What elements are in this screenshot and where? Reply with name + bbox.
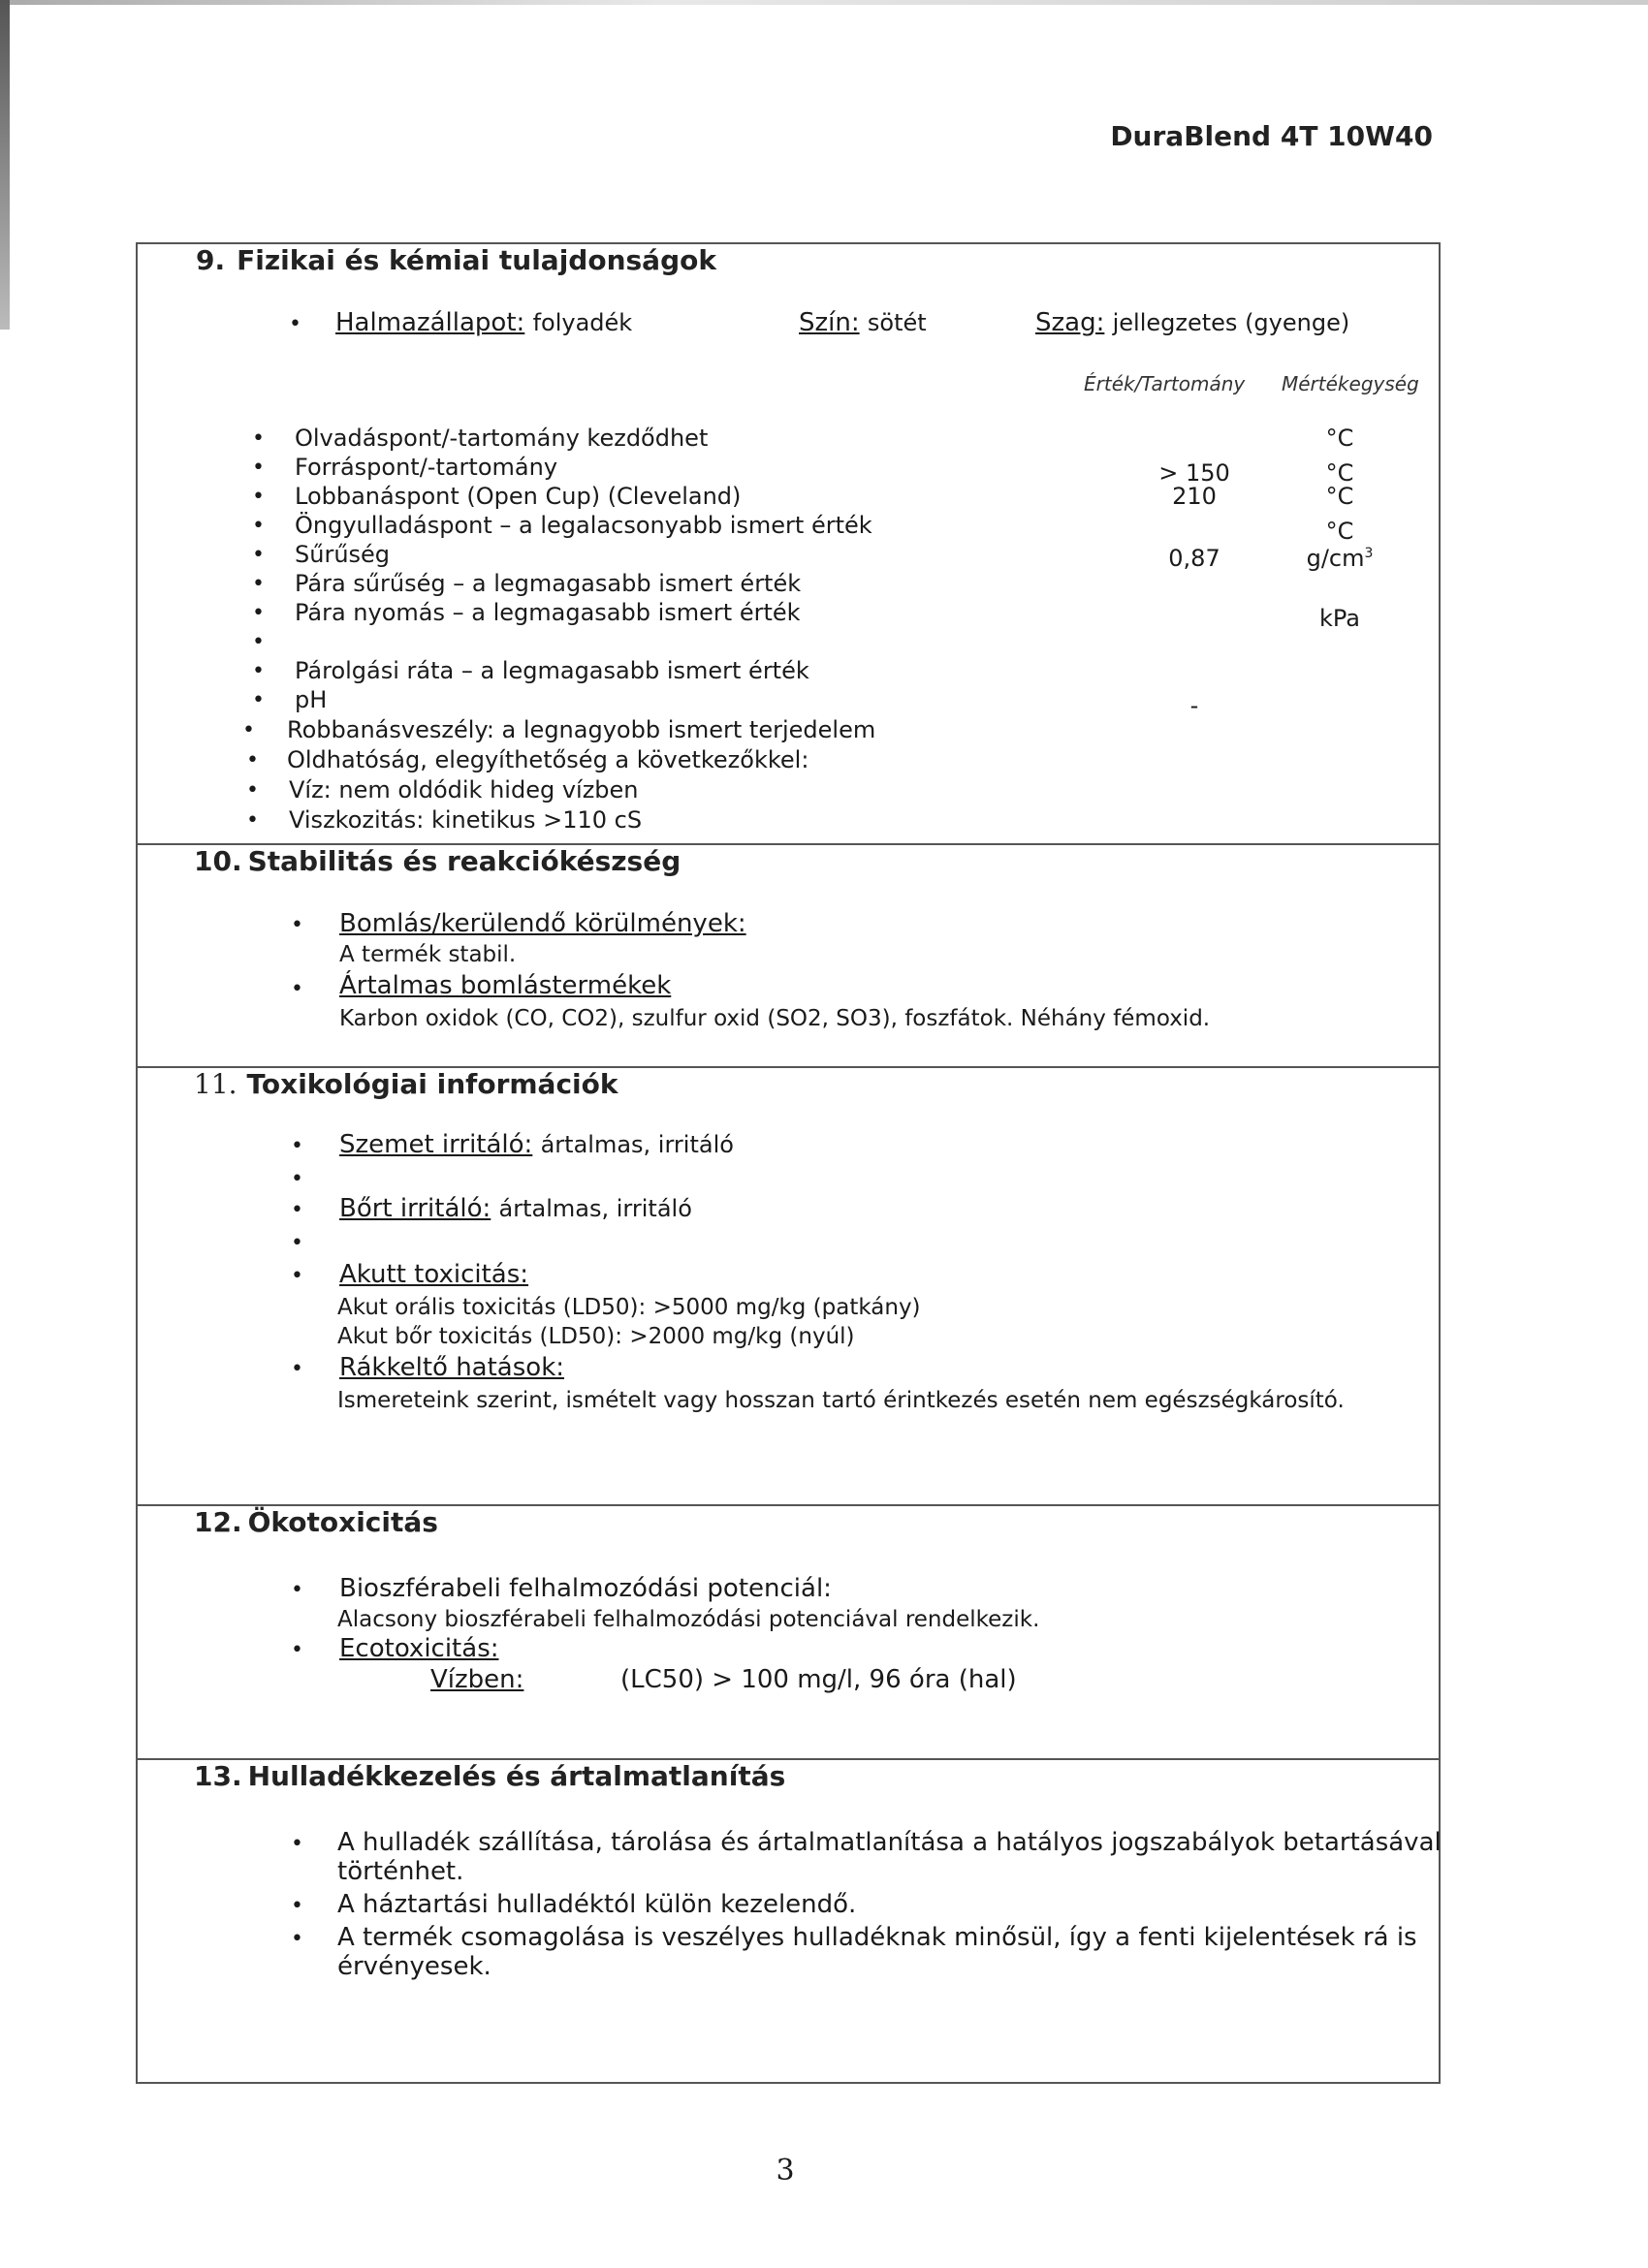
bullet-icon: • (291, 1638, 303, 1662)
section-13-title (194, 1760, 785, 1792)
property-value: - (1189, 692, 1199, 719)
property-row (138, 512, 1439, 545)
property-label: Pára nyomás – a legmagasabb ismert érték (295, 599, 801, 626)
property-row (138, 628, 1439, 657)
section-13-number: 13. (194, 1760, 242, 1792)
section-11-toxicology (136, 1066, 1441, 1506)
odor-line (1035, 308, 1349, 337)
disposal-item-3-line-2: érvényesek. (337, 1952, 491, 1981)
skin-irritation-label: Bőrt irritáló: (339, 1194, 491, 1223)
property-label: Viszkozitás: kinetikus >110 cS (289, 806, 643, 834)
property-value: 210 (1172, 483, 1217, 510)
color-value: sötét (867, 309, 927, 336)
bullet-icon: • (291, 977, 303, 1001)
column-header-value: Érték/Tartomány (1084, 372, 1246, 395)
section-12-title (194, 1506, 438, 1538)
bullet-icon: • (291, 1927, 303, 1951)
property-value: > 150 (1158, 459, 1230, 487)
disposal-item-2: A háztartási hulladéktól külön kezelendő. (337, 1890, 857, 1919)
property-label: Lobbanáspont (Open Cup) (Cleveland) (295, 483, 742, 510)
section-11-number: 11. (194, 1068, 238, 1100)
bullet-icon: • (252, 426, 265, 451)
property-label: Pára sűrűség – a legmagasabb ismert érték (295, 570, 802, 597)
hazardous-decomposition-text: Karbon oxidok (CO, CO2), szulfur oxid (SO2, SO3), foszfátok. Néhány fémoxid. (339, 1006, 1211, 1031)
bullet-icon: • (291, 1264, 303, 1288)
state-line (335, 308, 632, 337)
acute-skin-toxicity: Akut bőr toxicitás (LD50): >2000 mg/kg (nyúl) (337, 1324, 855, 1349)
section-9-title (196, 244, 716, 276)
disposal-item-1-line-2: történhet. (337, 1857, 464, 1886)
property-unit: °C (1325, 459, 1354, 487)
property-label: Olvadáspont/-tartomány kezdődhet (295, 425, 709, 452)
bullet-icon: • (246, 808, 259, 833)
bullet-icon: • (252, 601, 265, 625)
bullet-icon: • (291, 1894, 303, 1918)
section-12-title-text: Ökotoxicitás (247, 1506, 438, 1538)
section-12-ecotoxicity (136, 1504, 1441, 1760)
color-line (799, 308, 927, 337)
section-10-number: 10. (194, 845, 242, 877)
property-unit: °C (1325, 425, 1354, 452)
bullet-icon: • (291, 1134, 303, 1158)
section-10-stability (136, 843, 1441, 1068)
disposal-item-1-line-1: A hulladék szállítása, tárolása és ártalmatlanítása a hatályos jogszabályok betartásával (337, 1828, 1442, 1857)
bullet-icon: • (289, 312, 301, 336)
column-header-unit: Mértékegység (1282, 372, 1419, 395)
bioaccumulation-text: Alacsony bioszférabeli felhalmozódási potenciával rendelkezik. (337, 1607, 1040, 1632)
skin-irritation-line (339, 1194, 692, 1223)
hazardous-decomposition-heading: Ártalmas bomlástermékek (339, 971, 672, 1000)
bullet-icon: • (291, 1167, 303, 1191)
eye-irritation-value: ártalmas, irritáló (540, 1131, 734, 1158)
bullet-icon: • (291, 1198, 303, 1222)
property-unit: °C (1325, 483, 1354, 510)
section-13-title-text: Hulladékkezelés és ártalmatlanítás (247, 1760, 786, 1792)
section-9-title-text: Fizikai és kémiai tulajdonságok (237, 244, 716, 276)
property-label: pH (295, 686, 328, 713)
property-label: Víz: nem oldódik hideg vízben (289, 776, 639, 803)
bullet-icon: • (252, 688, 265, 712)
property-row (138, 716, 1439, 745)
property-row (138, 746, 1439, 775)
property-label: Párolgási ráta – a legmagasabb ismert érték (295, 657, 809, 684)
disposal-item-3-line-1: A termék csomagolása is veszélyes hulladéknak minősül, így a fenti kijelentések rá is (337, 1923, 1417, 1952)
skin-irritation-value: ártalmas, irritáló (498, 1195, 692, 1222)
decomposition-conditions-heading: Bomlás/kerülendő körülmények: (339, 909, 746, 938)
odor-label: Szag: (1035, 308, 1105, 337)
scan-edge-left (0, 0, 10, 330)
property-row (138, 599, 1439, 632)
bullet-icon: • (291, 1832, 303, 1856)
property-label: Robbanásveszély: a legnagyobb ismert terjedelem (287, 716, 876, 743)
section-10-title (194, 845, 681, 877)
water-value: (LC50) > 100 mg/l, 96 óra (hal) (620, 1665, 1017, 1694)
section-12-number: 12. (194, 1506, 242, 1538)
property-unit-density (1282, 545, 1398, 572)
section-11-title-text: Toxikológiai információk (246, 1068, 618, 1100)
bullet-icon: • (252, 543, 265, 567)
property-row (138, 541, 1439, 570)
property-row (138, 483, 1439, 512)
property-unit: g/cm (1306, 545, 1365, 572)
property-row (138, 570, 1439, 599)
scan-edge-top (0, 0, 1648, 5)
property-value: 0,87 (1168, 545, 1220, 572)
bullet-icon: • (252, 659, 265, 683)
eye-irritation-label: Szemet irritáló: (339, 1130, 533, 1159)
bullet-icon: • (252, 514, 265, 538)
property-label: Sűrűség (295, 541, 391, 568)
state-label: Halmazállapot: (335, 308, 525, 337)
bullet-icon: • (291, 1578, 303, 1602)
section-11-title (194, 1068, 618, 1100)
property-unit: kPa (1319, 605, 1360, 632)
bullet-icon: • (291, 1357, 303, 1381)
property-label: Forráspont/-tartomány (295, 454, 558, 481)
carcinogenic-text: Ismereteink szerint, ismételt vagy hosszan tartó érintkezés esetén nem egészségkárosító. (337, 1388, 1345, 1413)
property-row (138, 806, 1439, 835)
bullet-icon: • (252, 572, 265, 596)
property-row (138, 686, 1439, 719)
bullet-icon: • (246, 778, 259, 803)
color-label: Szín: (799, 308, 860, 337)
document-header-product: DuraBlend 4T 10W40 (1110, 120, 1433, 152)
section-13-disposal (136, 1758, 1441, 2084)
section-10-title-text: Stabilitás és reakciókészség (247, 845, 681, 877)
property-row (138, 425, 1439, 454)
water-label: Vízben: (430, 1665, 524, 1694)
property-label: Öngyulladáspont – a legalacsonyabb ismert érték (295, 512, 872, 539)
density-unit-superscript: 3 (1364, 546, 1374, 561)
state-value: folyadék (532, 309, 633, 336)
bullet-icon: • (242, 718, 255, 742)
bullet-icon: • (252, 630, 265, 654)
property-row (138, 454, 1439, 487)
property-row (138, 657, 1439, 686)
ecotoxicity-heading: Ecotoxicitás: (339, 1634, 499, 1663)
acute-oral-toxicity: Akut orális toxicitás (LD50): >5000 mg/kg (patkány) (337, 1295, 921, 1320)
section-9-number: 9. (196, 244, 226, 276)
odor-value: jellegzetes (gyenge) (1112, 309, 1350, 336)
property-label: Oldhatóság, elegyíthetőség a következőkkel: (287, 746, 809, 773)
property-unit: °C (1325, 518, 1354, 545)
bullet-icon: • (252, 485, 265, 509)
eye-irritation-line (339, 1130, 734, 1159)
section-9-physical-chemical (136, 242, 1441, 845)
page-number: 3 (776, 2154, 795, 2188)
decomposition-conditions-text: A termék stabil. (339, 942, 517, 967)
acute-toxicity-heading: Akutt toxicitás: (339, 1260, 529, 1289)
carcinogenic-heading: Rákkeltő hatások: (339, 1353, 565, 1382)
bullet-icon: • (246, 748, 259, 772)
bullet-icon: • (252, 456, 265, 480)
property-row (138, 776, 1439, 805)
bioaccumulation-heading: Bioszférabeli felhalmozódási potenciál: (339, 1574, 832, 1603)
bullet-icon: • (291, 1231, 303, 1255)
bullet-icon: • (291, 913, 303, 937)
